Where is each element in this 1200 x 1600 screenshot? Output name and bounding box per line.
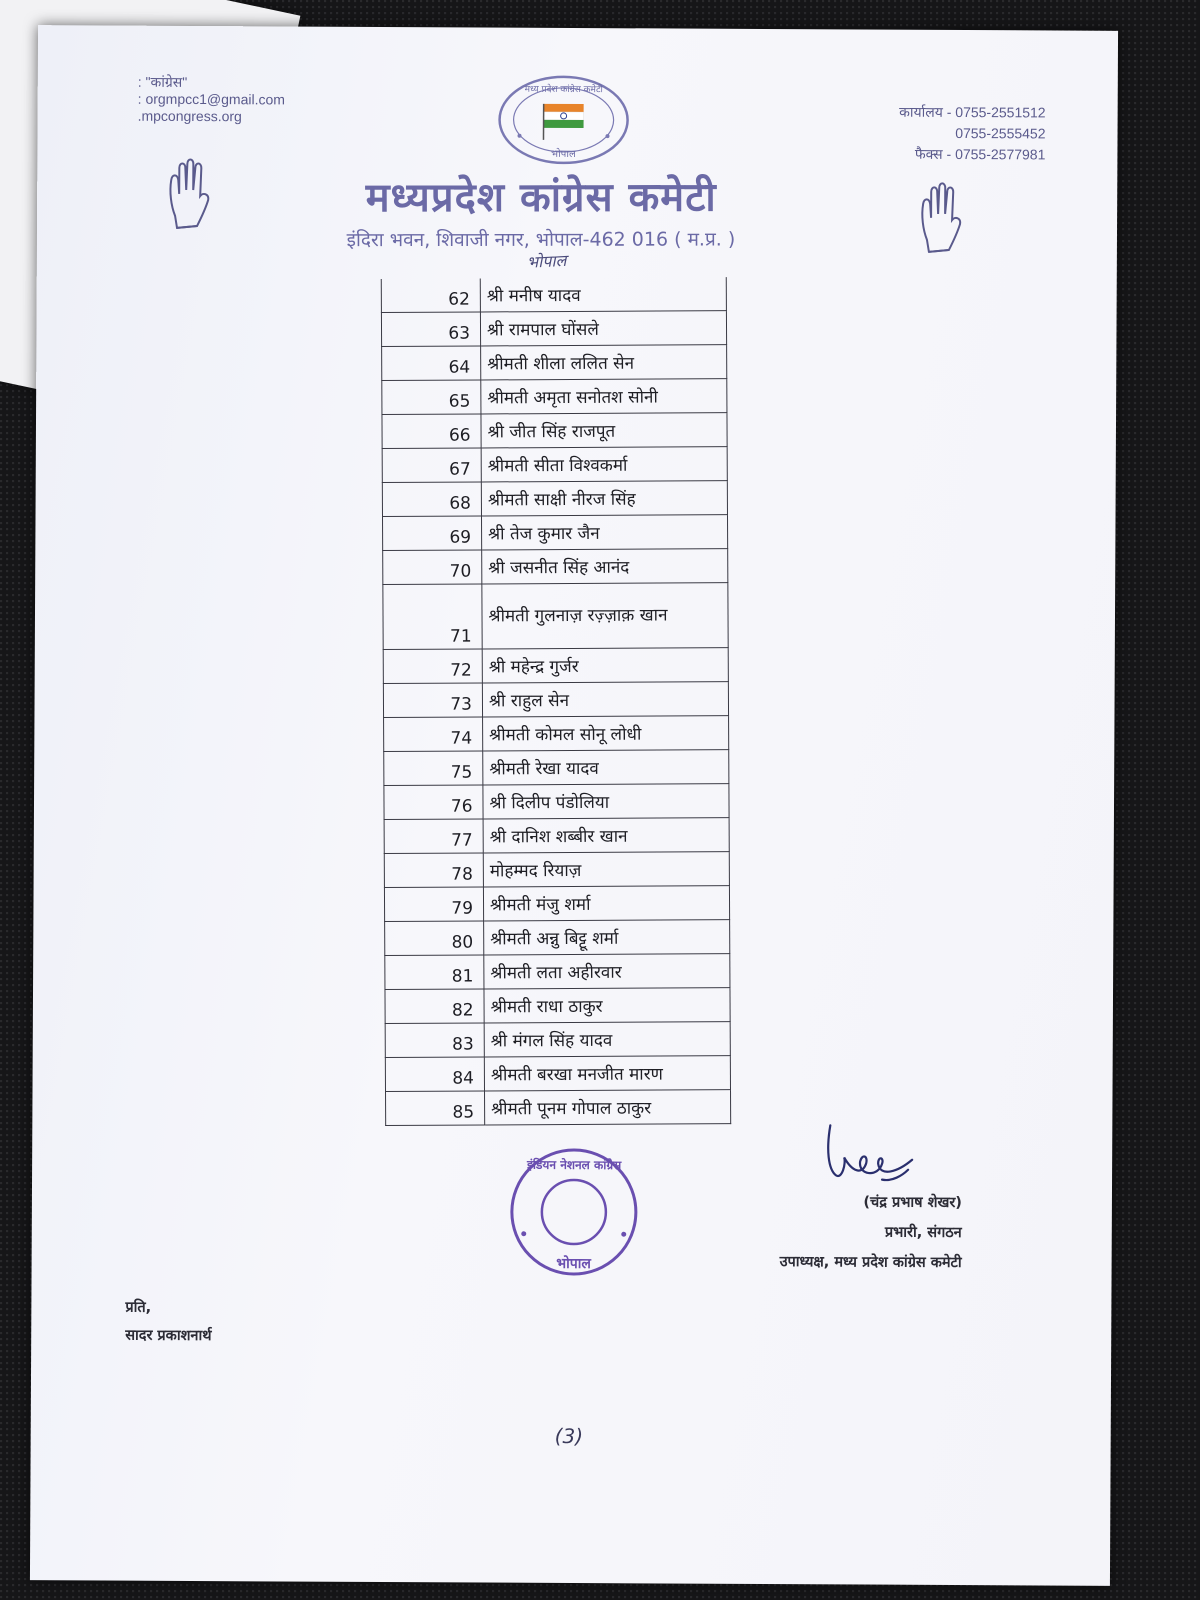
contact-right [899,102,1046,166]
website-line: .mpcongress.org [137,107,242,125]
page-number: (3) [554,1423,584,1449]
serial-number: 83 [385,1023,484,1058]
serial-number: 62 [381,278,480,312]
member-name: श्री मनीष यादव [480,277,726,312]
table-row [384,852,729,888]
member-name: श्रीमती कोमल सोनू लोधी [483,716,729,751]
serial-number: 78 [384,853,483,888]
serial-number: 70 [383,550,482,585]
signatory-block [780,1187,962,1278]
table-row [382,413,727,449]
member-name: श्रीमती मंजु शर्मा [483,886,729,921]
member-name: श्रीमती साक्षी नीरज सिंह [481,481,727,516]
table-row [385,920,730,956]
serial-number: 77 [384,819,483,854]
serial-number: 64 [382,346,481,381]
member-name: श्रीमती पूनम गोपाल ठाकुर [485,1090,731,1125]
serial-number: 79 [384,887,483,922]
serial-number: 65 [382,380,481,415]
serial-number: 74 [384,717,483,752]
table-row [382,379,727,415]
telegram-line: : "कांग्रेस" [137,73,188,90]
signatory-designation: उपाध्यक्ष, मध्य प्रदेश कांग्रेस कमेटी [779,1254,962,1272]
table-row [385,954,730,990]
signatory-name: (चंद्र प्रभाष शेखर) [863,1194,962,1212]
serial-number: 84 [385,1057,484,1092]
member-name: श्री राहुल सेन [482,682,728,717]
serial-number: 68 [382,482,481,517]
distribution-note [125,1294,212,1350]
handwritten-note: भोपाल [526,250,567,272]
signature-icon [822,1119,942,1190]
member-name: श्री रामपाल घोंसले [480,311,726,346]
member-name: श्रीमती अमृता सनोतश सोनी [481,379,727,414]
email-line: : orgmpcc1@gmail.com [137,90,286,108]
serial-number: 82 [385,989,484,1024]
table-row [384,716,729,752]
table-row [382,447,727,483]
table-row [383,583,728,650]
purpose-line: सादर प्रकाशनार्थ [125,1327,212,1345]
table-row [384,750,729,786]
serial-number: 85 [386,1091,485,1126]
serial-number: 80 [385,921,484,956]
serial-number: 73 [383,683,482,718]
member-name: श्रीमती रेखा यादव [483,750,729,785]
table-row [383,648,728,684]
seal-text-bottom: भोपाल [551,148,576,161]
member-name: श्री महेन्द्र गुर्जर [482,648,728,683]
serial-number: 81 [385,955,484,990]
table-row [384,818,729,854]
signatory-role: प्रभारी, संगठन [884,1224,962,1242]
table-row [383,682,728,718]
table-row [381,277,726,312]
table-row [384,784,729,820]
table-row [382,481,727,517]
table-row [382,345,727,381]
serial-number: 66 [382,414,481,449]
seal-text-top: मध्य प्रदेश कांग्रेस कमेटी [524,84,603,96]
fax-number: फैक्स - 0755-2577981 [914,145,1046,163]
member-name: मोहम्मद रियाज़ [483,852,729,887]
stamp-text-top: इंडियन नेशनल कांग्रेस [526,1157,622,1173]
table-row [383,549,728,585]
serial-number: 71 [383,584,482,650]
member-list-table [381,277,731,1126]
letterhead-page [30,25,1118,1586]
member-name: श्री मंगल सिंह यादव [484,1022,730,1057]
organization-address: इंदिरा भवन, शिवाजी नगर, भोपाल-462 016 ( म.प्र. ) [346,228,736,252]
serial-number: 63 [381,312,480,347]
member-name: श्रीमती गुलनाज़ रज़्ज़ाक़ खान [482,583,728,649]
member-name: श्री जसनीत सिंह आनंद [482,549,728,584]
serial-number: 69 [382,516,481,551]
member-name: श्रीमती राधा ठाकुर [484,988,730,1023]
table-row [384,886,729,922]
member-name: श्री जीत सिंह राजपूत [481,413,727,448]
member-name: श्रीमती सीता विश्वकर्मा [481,447,727,482]
table-row [385,1022,730,1058]
member-name: श्रीमती बरखा मनजीत मारण [484,1056,730,1091]
to-label: प्रति, [125,1299,152,1316]
table-row [386,1090,731,1126]
serial-number: 75 [384,751,483,786]
serial-number: 72 [383,649,482,684]
member-name: श्रीमती अन्नु बिट्टू शर्मा [484,920,730,955]
serial-number: 76 [384,785,483,820]
member-name: श्री दिलीप पंडोलिया [483,784,729,819]
stamp-text-bottom: भोपाल [556,1255,591,1273]
table-row [385,988,730,1024]
office-phone: कार्यालय - 0755-2551512 [899,103,1046,121]
contact-left [138,74,286,126]
member-name: श्री तेज कुमार जैन [481,515,727,550]
member-name: श्रीमती शीला ललित सेन [481,345,727,380]
member-name: श्री दानिश शब्बीर खान [483,818,729,853]
member-name: श्रीमती लता अहीरवार [484,954,730,989]
serial-number: 67 [382,448,481,483]
table-row [382,515,727,551]
table-row [385,1056,730,1092]
organization-title: मध्यप्रदेश कांग्रेस कमेटी [365,174,717,222]
table-row [381,311,726,347]
office-phone-2: 0755-2555452 [955,124,1046,142]
